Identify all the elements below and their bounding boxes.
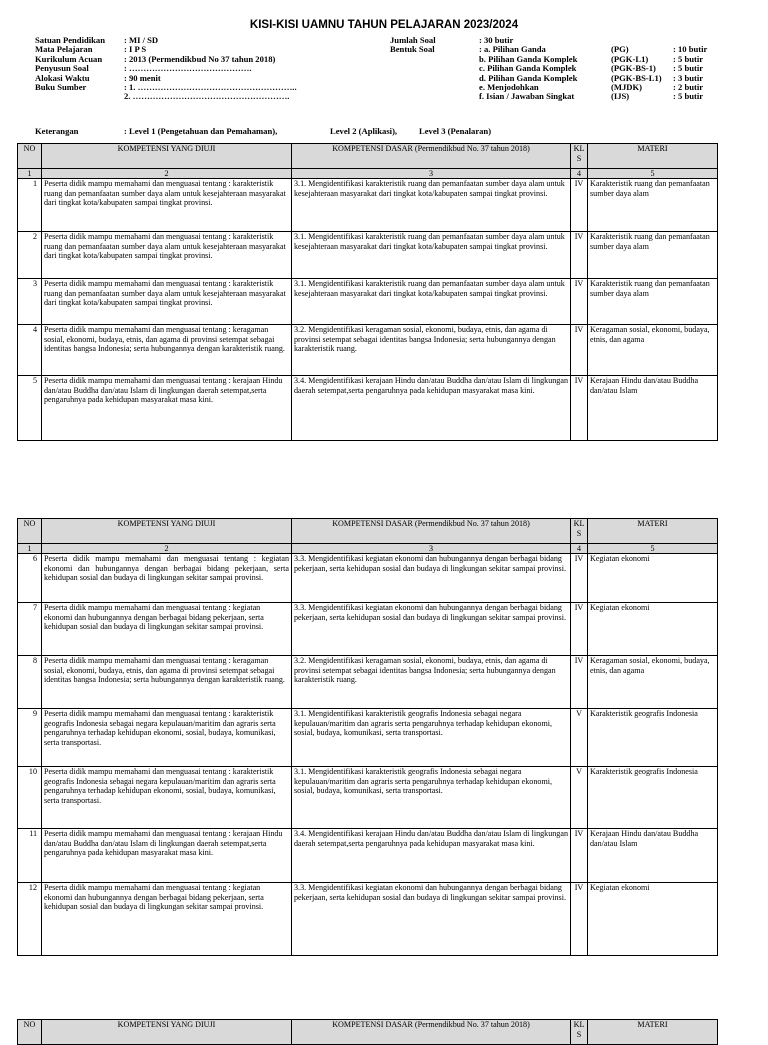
table-row <box>18 603 718 656</box>
header-no: NO <box>18 519 42 544</box>
bentuk-soal-name: b. Pilihan Ganda Komplek <box>479 53 578 64</box>
header-kompetensi: KOMPETENSI YANG DIUJI <box>42 1020 292 1045</box>
row-no: 11 <box>18 829 42 883</box>
row-materi: Keragaman sosial, ekonomi, budaya, etnis, dan agama <box>588 325 718 376</box>
meta-value: : I P S <box>124 44 147 55</box>
kisi-kisi-table-1 <box>17 143 718 441</box>
row-kls: IV <box>571 376 588 441</box>
row-kls: V <box>571 709 588 767</box>
header-kls: KL S <box>571 519 588 544</box>
row-kd: 3.3. Mengidentifikasi kegiatan ekonomi dan hubungannya dengan berbagai bidang pekerjaan, serta kehidupan sosial dan budaya di lingkungan sekitar sampai provinsi. <box>292 603 571 656</box>
row-materi: Kerajaan Hindu dan/atau Buddha dan/atau Islam <box>588 829 718 883</box>
meta-right <box>390 36 707 102</box>
bentuk-soal-code: (IJS) <box>611 91 630 102</box>
meta-value: : ……………………………………. <box>124 63 252 74</box>
meta-left <box>35 36 297 102</box>
meta-value: : 2013 (Permendikbud No 37 tahun 2018) <box>124 53 276 64</box>
header-num: 4 <box>571 169 588 179</box>
table-row <box>18 179 718 232</box>
row-kd: 3.2. Mengidentifikasi keragaman sosial, ekonomi, budaya, etnis, dan agama di provinsi setempat sebagai identitas bangsa Indonesia; serta hubungannya dengan karakteristik ruang. <box>292 656 571 709</box>
row-kompetensi: Peserta didik mampu memahami dan menguasai tentang : karakteristik ruang dan pemanfaatan sumber daya alam untuk kesejahteraan masyarakat dari tingkat kota/kabupaten sampai tingkat provinsi. <box>42 232 292 279</box>
header-no: NO <box>18 1020 42 1045</box>
row-no: 12 <box>18 883 42 956</box>
bentuk-soal-count: : 5 butir <box>673 63 704 74</box>
row-no: 1 <box>18 179 42 232</box>
row-materi: Kegiatan ekonomi <box>588 554 718 603</box>
row-materi: Kerajaan Hindu dan/atau Buddha dan/atau Islam <box>588 376 718 441</box>
row-no: 3 <box>18 279 42 325</box>
table-row <box>18 232 718 279</box>
row-kls: V <box>571 767 588 829</box>
header-num: 5 <box>588 169 718 179</box>
header-kls: KL S <box>571 144 588 169</box>
row-kls: IV <box>571 883 588 956</box>
bentuk-soal-code: (MJDK) <box>611 81 643 92</box>
keterangan-label: Keterangan <box>35 126 79 136</box>
row-no: 7 <box>18 603 42 656</box>
bentuk-soal-name: f. Isian / Jawaban Singkat <box>479 91 575 102</box>
bentuk-soal-code: (PGK-BS-L1) <box>611 72 662 83</box>
table-row <box>18 656 718 709</box>
bentuk-soal-count: : 3 butir <box>673 72 704 83</box>
bentuk-soal-count: : 10 butir <box>673 44 708 55</box>
row-kd: 3.2. Mengidentifikasi keragaman sosial, ekonomi, budaya, etnis, dan agama di provinsi setempat sebagai identitas bangsa Indonesia; serta hubungannya dengan karakteristik ruang. <box>292 325 571 376</box>
row-kls: IV <box>571 279 588 325</box>
bentuk-soal-name: c. Pilihan Ganda Komplek <box>479 63 577 74</box>
meta-label: Kurikulum Acuan <box>35 53 103 64</box>
header-kd: KOMPETENSI DASAR (Permendikbud No. 37 tahun 2018) <box>292 144 571 169</box>
header-kompetensi: KOMPETENSI YANG DIUJI <box>42 144 292 169</box>
bentuk-soal-name: d. Pilihan Ganda Komplek <box>479 72 578 83</box>
header-num: 3 <box>292 169 571 179</box>
table-row <box>18 279 718 325</box>
row-kompetensi: Peserta didik mampu memahami dan menguasai tentang : karakteristik geografis Indonesia sebagai negara kepulauan/maritim dan agraris serta pengaruhnya terhadap kehidupan ekonomi, sosial, budaya, komunikasi, serta transportasi. <box>42 709 292 767</box>
header-num: 5 <box>588 544 718 554</box>
row-kd: 3.1. Mengidentifikasi karakteristik ruang dan pemanfaatan sumber daya alam untuk kesejahteraan masyarakat dari tingkat kota/kabupaten sampai tingkat provinsi. <box>292 279 571 325</box>
meta-label: Penyusun Soal <box>35 63 89 74</box>
row-materi: Kegiatan ekonomi <box>588 603 718 656</box>
meta-label: Mata Pelajaran <box>35 44 93 55</box>
row-materi: Kegiatan ekonomi <box>588 883 718 956</box>
row-kd: 3.4. Mengidentifikasi kerajaan Hindu dan/atau Buddha dan/atau Islam di lingkungan daerah setempat,serta pengaruhnya pada kehidupan masyarakat masa kini. <box>292 376 571 441</box>
row-kls: IV <box>571 232 588 279</box>
header-kls: KL S <box>571 1020 588 1045</box>
bentuk-soal-count: : 5 butir <box>673 91 704 102</box>
bentuk-soal-count: : 5 butir <box>673 53 704 64</box>
level2-text: Level 2 (Aplikasi), <box>330 126 398 136</box>
table-row <box>18 829 718 883</box>
kisi-kisi-table-2 <box>17 518 718 956</box>
jumlah-soal-label: Jumlah Soal <box>390 35 436 45</box>
row-kompetensi: Peserta didik mampu memahami dan menguasai tentang : keragaman sosial, ekonomi, budaya, etnis, dan agama di provinsi setempat sebagai identitas bangsa Indonesia; serta hubungannya dengan karakteristik ruang. <box>42 325 292 376</box>
row-kd: 3.1. Mengidentifikasi karakteristik ruang dan pemanfaatan sumber daya alam untuk kesejahteraan masyarakat dari tingkat kota/kabupaten sampai tingkat provinsi. <box>292 232 571 279</box>
row-kls: IV <box>571 179 588 232</box>
row-kompetensi: Peserta didik mampu memahami dan menguasai tentang : karakteristik ruang dan pemanfaatan sumber daya alam untuk kesejahteraan masyarakat dari tingkat kota/kabupaten sampai tingkat provinsi. <box>42 179 292 232</box>
row-kls: IV <box>571 603 588 656</box>
row-materi: Keragaman sosial, ekonomi, budaya, etnis, dan agama <box>588 656 718 709</box>
row-materi: Karakteristik geografis Indonesia <box>588 767 718 829</box>
table-row <box>18 325 718 376</box>
meta-label: Buku Sumber <box>35 81 87 92</box>
header-no: NO <box>18 144 42 169</box>
bentuk-soal-code: (PG) <box>611 44 629 55</box>
table-row <box>18 767 718 829</box>
table-row <box>18 883 718 956</box>
header-num: 1 <box>18 169 42 179</box>
level3-text: Level 3 (Penalaran) <box>419 126 492 136</box>
document-title: KISI-KISI UAMNU TAHUN PELAJARAN 2023/2024 <box>249 19 519 31</box>
row-no: 8 <box>18 656 42 709</box>
row-kompetensi: Peserta didik mampu memahami dan menguasai tentang : kegiatan ekonomi dan hubungannya dengan berbagai bidang pekerjaan, serta kehidupan sosial dan budaya di lingkungan sekitar sampai provinsi. <box>42 883 292 956</box>
meta-value: 2. ………………………………………………. <box>124 91 290 102</box>
header-num: 4 <box>571 544 588 554</box>
meta-label: Alokasi Waktu <box>35 72 90 83</box>
header-kd: KOMPETENSI DASAR (Permendikbud No. 37 tahun 2018) <box>292 519 571 544</box>
header-materi: MATERI <box>588 144 718 169</box>
row-kd: 3.1. Mengidentifikasi karakteristik geografis Indonesia sebagai negara kepulauan/maritim dan agraris serta pengaruhnya terhadap kehidupan ekonomi, sosial, budaya, komunikasi, serta transportasi. <box>292 709 571 767</box>
bentuk-soal-code: (PGK-L1) <box>611 53 649 64</box>
table-row <box>18 709 718 767</box>
bentuk-soal-label: Bentuk Soal <box>390 44 435 55</box>
row-kompetensi: Peserta didik mampu memahami dan menguasai tentang : karakteristik ruang dan pemanfaatan sumber daya alam untuk kesejahteraan masyarakat dari tingkat kota/kabupaten sampai tingkat provinsi. <box>42 279 292 325</box>
jumlah-soal-value: : 30 butir <box>479 35 514 45</box>
table-row <box>18 376 718 441</box>
row-kompetensi: Peserta didik mampu memahami dan menguasai tentang : karakteristik geografis Indonesia sebagai negara kepulauan/maritim dan agraris serta pengaruhnya terhadap kehidupan ekonomi, sosial, budaya, komunikasi, serta transportasi. <box>42 767 292 829</box>
meta-value: : 1. ……………………………………………….. <box>124 81 297 92</box>
row-kls: IV <box>571 554 588 603</box>
table-row <box>18 554 718 603</box>
kisi-kisi-table-3 <box>17 1019 718 1045</box>
row-materi: Karakteristik geografis Indonesia <box>588 709 718 767</box>
row-kompetensi: Peserta didik mampu memahami dan menguasai tentang : kegiatan ekonomi dan hubungannya dengan berbagai bidang pekerjaan, serta kehidupan sosial dan budaya di lingkungan sekitar sampai provinsi. <box>42 603 292 656</box>
row-kompetensi: Peserta didik mampu memahami dan menguasai tentang : kegiatan ekonomi dan hubungannya dengan berbagai bidang pekerjaan, serta kehidupan sosial dan budaya di lingkungan sekitar sampai provinsi. <box>42 554 292 603</box>
bentuk-soal-count: : 2 butir <box>673 81 704 92</box>
header-num: 2 <box>42 169 292 179</box>
level1-text: : Level 1 (Pengetahuan dan Pemahaman), <box>124 126 278 136</box>
row-no: 2 <box>18 232 42 279</box>
row-kd: 3.1. Mengidentifikasi karakteristik geografis Indonesia sebagai negara kepulauan/maritim dan agraris serta pengaruhnya terhadap kehidupan ekonomi, sosial, budaya, komunikasi, serta transportasi. <box>292 767 571 829</box>
meta-value: : MI / SD <box>124 35 159 45</box>
row-kompetensi: Peserta didik mampu memahami dan menguasai tentang : keragaman sosial, ekonomi, budaya, etnis, dan agama di provinsi setempat sebagai identitas bangsa Indonesia; serta hubungannya dengan karakteristik ruang. <box>42 656 292 709</box>
row-no: 6 <box>18 554 42 603</box>
row-no: 5 <box>18 376 42 441</box>
row-kd: 3.3. Mengidentifikasi kegiatan ekonomi dan hubungannya dengan berbagai bidang pekerjaan, serta kehidupan sosial dan budaya di lingkungan sekitar sampai provinsi. <box>292 883 571 956</box>
bentuk-soal-name: e. Menjodohkan <box>479 81 539 92</box>
row-no: 4 <box>18 325 42 376</box>
row-materi: Karakteristik ruang dan pemanfaatan sumber daya alam <box>588 279 718 325</box>
row-materi: Karakteristik ruang dan pemanfaatan sumber daya alam <box>588 232 718 279</box>
header-kompetensi: KOMPETENSI YANG DIUJI <box>42 519 292 544</box>
row-kompetensi: Peserta didik mampu memahami dan menguasai tentang : kerajaan Hindu dan/atau Buddha dan/atau Islam di lingkungan daerah setempat,serta pengaruhnya pada kehidupan masyarakat masa kini. <box>42 376 292 441</box>
header-materi: MATERI <box>588 1020 718 1045</box>
row-materi: Karakteristik ruang dan pemanfaatan sumber daya alam <box>588 179 718 232</box>
bentuk-soal-name: : a. Pilihan Ganda <box>479 44 546 55</box>
meta-label: Satuan Pendidikan <box>35 35 105 45</box>
row-no: 10 <box>18 767 42 829</box>
header-num: 2 <box>42 544 292 554</box>
row-kompetensi: Peserta didik mampu memahami dan menguasai tentang : kerajaan Hindu dan/atau Buddha dan/atau Islam di lingkungan daerah setempat,serta pengaruhnya pada kehidupan masyarakat masa kini. <box>42 829 292 883</box>
bentuk-soal-code: (PGK-BS-1) <box>611 63 656 74</box>
row-kls: IV <box>571 325 588 376</box>
meta-value: : 90 menit <box>124 72 161 83</box>
header-num: 3 <box>292 544 571 554</box>
row-kd: 3.4. Mengidentifikasi kerajaan Hindu dan/atau Buddha dan/atau Islam di lingkungan daerah setempat,serta pengaruhnya pada kehidupan masyarakat masa kini. <box>292 829 571 883</box>
header-kd: KOMPETENSI DASAR (Permendikbud No. 37 tahun 2018) <box>292 1020 571 1045</box>
row-kd: 3.1. Mengidentifikasi karakteristik ruang dan pemanfaatan sumber daya alam untuk kesejahteraan masyarakat dari tingkat kota/kabupaten sampai tingkat provinsi. <box>292 179 571 232</box>
keterangan <box>35 126 491 136</box>
row-kls: IV <box>571 829 588 883</box>
row-kd: 3.3. Mengidentifikasi kegiatan ekonomi dan hubungannya dengan berbagai bidang pekerjaan, serta kehidupan sosial dan budaya di lingkungan sekitar sampai provinsi. <box>292 554 571 603</box>
row-no: 9 <box>18 709 42 767</box>
row-kls: IV <box>571 656 588 709</box>
header-materi: MATERI <box>588 519 718 544</box>
header-num: 1 <box>18 544 42 554</box>
